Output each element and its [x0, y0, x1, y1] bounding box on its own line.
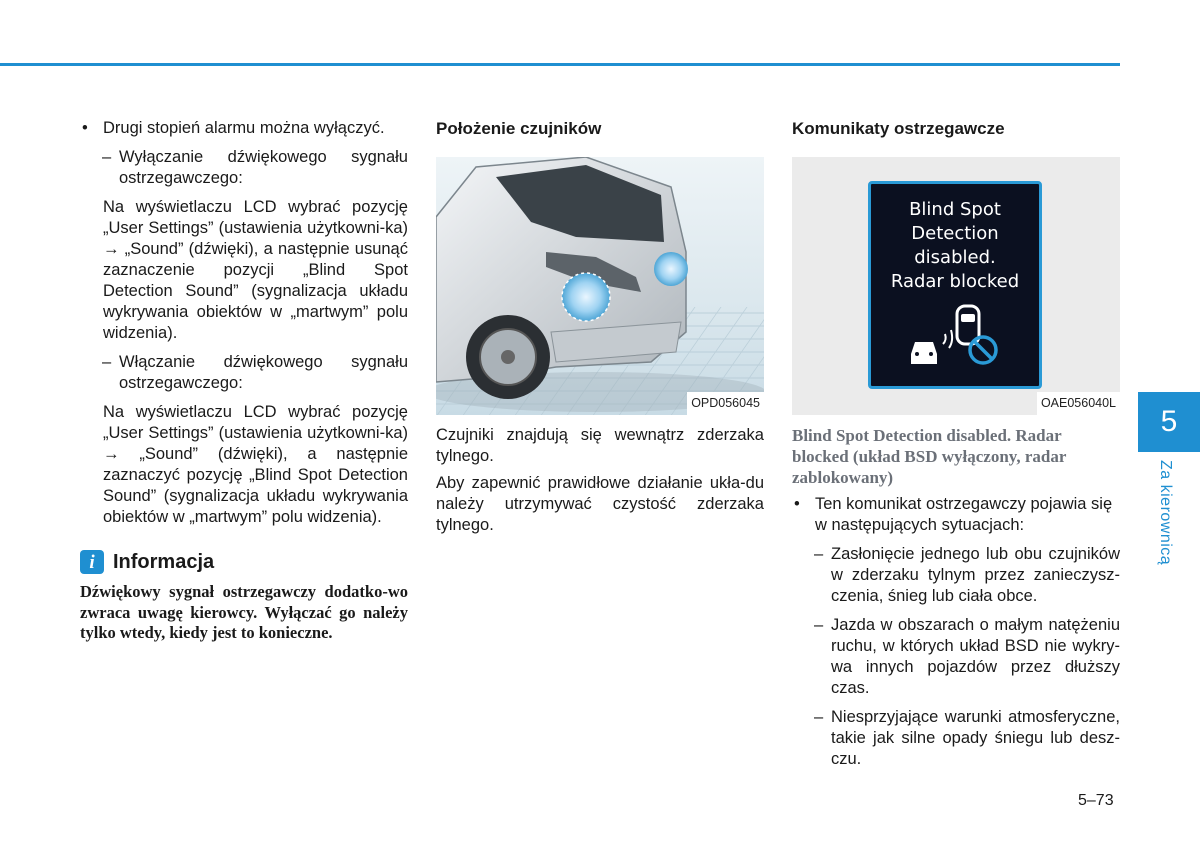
lcd-warning-figure — [792, 157, 1120, 415]
dash-item — [80, 352, 408, 394]
dash-item — [80, 147, 408, 189]
car-sensor-figure — [436, 157, 764, 415]
column-2 — [436, 112, 764, 536]
radar-blocked-icon — [905, 296, 1015, 376]
paragraph: Na wyświetlaczu LCD wybrać pozycję „User Settings” (ustawienia użytkowni-ka) → „Sound” (dźwięki), a następnie zaznaczyć pozycję „Blind Spot Detection Sound” (sygnalizacja układu wykrywania obiektów w „martwym” polu widzenia). — [103, 403, 408, 526]
dash-text: Włączanie dźwiękowego sygnału ostrzegawczego: — [119, 353, 408, 392]
dash-text: Niesprzyjające warunki atmosferyczne, takie jak silne opady śniegu lub desz-czu. — [831, 708, 1120, 768]
dash-mark: – — [102, 353, 112, 371]
paragraph: Czujniki znajdują się wewnątrz zderzaka tylnego. — [436, 426, 764, 465]
dash-mark: – — [814, 616, 824, 634]
dash-mark: – — [814, 708, 824, 726]
dash-item — [792, 615, 1120, 699]
car-rear-illustration — [436, 157, 764, 415]
lcd-screen — [868, 181, 1042, 389]
chapter-label: Za kierownicą — [1157, 460, 1174, 566]
figure-code: OPD056045 — [687, 392, 764, 415]
bullet-item: • Drugi stopień alarmu można wyłączyć. — [80, 118, 408, 139]
figure-caption: Blind Spot Detection disabled. Radar blocked (układ BSD wyłączony, radar zablokowany) — [792, 426, 1067, 487]
dash-mark: – — [814, 545, 824, 563]
lcd-line: Blind Spot — [909, 199, 1001, 220]
header-rule — [0, 63, 1120, 66]
paragraph: Aby zapewnić prawidłowe działanie ukła-du należy utrzymywać czystość zderzaka tylnego. — [436, 474, 764, 534]
lcd-line: Detection — [911, 223, 999, 244]
info-heading — [80, 550, 408, 574]
section-heading: Komunikaty ostrzegawcze — [792, 119, 1005, 138]
column-3 — [792, 112, 1120, 778]
chapter-tab: 5 — [1138, 392, 1200, 452]
dash-item — [792, 707, 1120, 770]
column-1 — [80, 112, 408, 644]
dash-text: Jazda w obszarach o małym natężeniu ruchu, w których układ BSD nie wykry-wa innych pojazdów przez dłuższy czas. — [831, 616, 1120, 697]
info-text: Dźwiękowy sygnał ostrzegawczy dodatko-wo zwraca uwagę kierowcy. Wyłączać go należy tylko wtedy, kiedy jest to konieczne. — [80, 582, 408, 642]
info-icon: i — [80, 550, 104, 574]
bullet-item: • Ten komunikat ostrzegawczy pojawia się w następujących sytuacjach: — [792, 494, 1120, 536]
lcd-line: Radar blocked — [890, 271, 1020, 292]
dash-text: Zasłonięcie jednego lub obu czujników w zderzaku tylnym przez zanieczysz-czenia, śnieg lub ciała obce. — [831, 545, 1120, 605]
paragraph: Na wyświetlaczu LCD wybrać pozycję „User Settings” (ustawienia użytkowni-ka) → „Sound” (dźwięki), a następnie usunąć zaznaczenie pozycji „Blind Spot Detection Sound” (sygnalizacja układu wykrywania obiektów w „martwym” polu widzenia). — [103, 198, 408, 342]
info-title: Informacja — [113, 550, 215, 573]
dash-item — [792, 544, 1120, 607]
lcd-message — [871, 198, 1039, 294]
figure-code: OAE056040L — [1037, 392, 1120, 415]
section-heading: Położenie czujników — [436, 119, 602, 138]
page-number: 5–73 — [1078, 792, 1114, 809]
dash-mark: – — [102, 148, 112, 166]
lcd-line: disabled. — [914, 247, 996, 268]
dash-text: Wyłączanie dźwiękowego sygnału ostrzegawczego: — [119, 148, 408, 187]
